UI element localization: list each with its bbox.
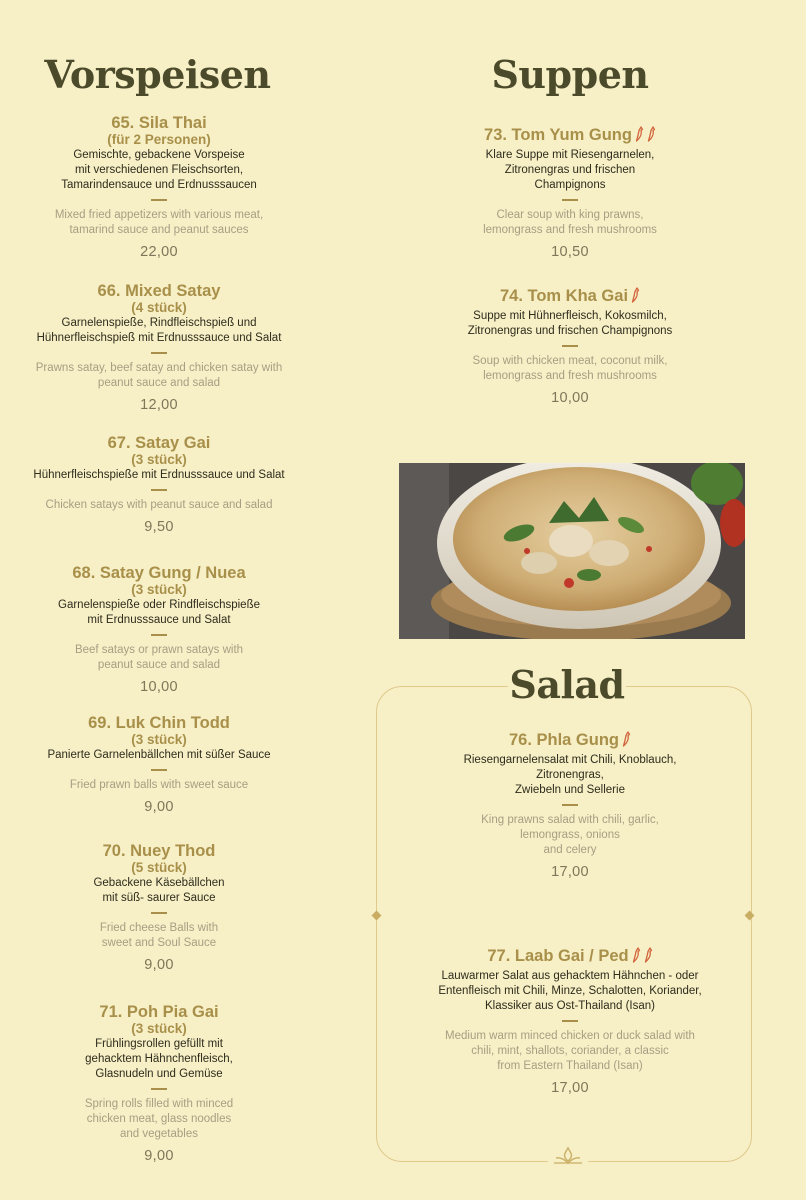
divider-dash — [562, 199, 578, 201]
menu-item — [14, 714, 304, 815]
description-german: Frühlingsrollen gefüllt mit — [95, 1038, 223, 1050]
description-german: Hühnerfleischspieße mit Erdnusssauce und Salat — [33, 469, 285, 481]
item-title — [14, 842, 304, 860]
divider-dash — [151, 352, 167, 354]
item-price: 17,00 — [551, 864, 589, 880]
item-title-text: 66. Mixed Satay — [97, 282, 221, 300]
item-portion: (3 stück) — [131, 452, 187, 467]
description-english: Chicken satays with peanut sauce and salad — [45, 499, 273, 511]
description-german: Champignons — [534, 179, 606, 191]
item-title — [14, 114, 304, 132]
description-english: lemongrass and fresh mushrooms — [483, 224, 657, 236]
item-title — [14, 714, 304, 732]
item-price: 9,00 — [144, 799, 174, 815]
section-title-salad: Salad — [509, 662, 625, 707]
menu-item — [400, 947, 740, 1096]
description-german: Klassiker aus Ost-Thailand (Isan) — [484, 1000, 655, 1012]
item-title-text: 71. Poh Pia Gai — [99, 1003, 219, 1021]
item-title — [420, 287, 720, 305]
description-german: Tamarindensauce und Erdnusssaucen — [61, 179, 257, 191]
description-english: chicken meat, glass noodles — [86, 1113, 232, 1125]
description-german: Zwiebeln und Sellerie — [515, 784, 625, 796]
description-german: Garnelenspieße, Rindfleischspieß und — [61, 317, 257, 329]
chili-icon — [644, 947, 653, 963]
item-title-text: 65. Sila Thai — [111, 114, 207, 132]
item-title — [400, 947, 740, 965]
item-price: 12,00 — [140, 397, 178, 413]
description-english: peanut sauce and salad — [97, 377, 221, 389]
item-title-text: 68. Satay Gung / Nuea — [72, 564, 246, 582]
item-portion: (für 2 Personen) — [107, 132, 211, 147]
menu-item — [14, 282, 304, 413]
description-german: Suppe mit Hühnerfleisch, Kokosmilch, — [473, 310, 667, 322]
description-german: Zitronengras, — [536, 769, 604, 781]
item-title-text: 76. Phla Gung — [508, 731, 620, 749]
description-english: Prawns satay, beef satay and chicken satay with — [35, 362, 283, 374]
description-german: Entenfleisch mit Chili, Minze, Schalotten, Koriander, — [438, 985, 702, 997]
item-title — [420, 126, 720, 144]
lotus-ornament-icon — [552, 1146, 584, 1168]
item-title-text: 67. Satay Gai — [107, 434, 211, 452]
divider-dash — [151, 199, 167, 201]
description-german: mit süß- saurer Sauce — [102, 892, 216, 904]
menu-item — [14, 114, 304, 260]
item-portion: (3 stück) — [131, 732, 187, 747]
item-title — [14, 434, 304, 452]
item-title — [14, 282, 304, 300]
description-english: chili, mint, shallots, coriander, a classic — [471, 1045, 669, 1057]
description-english: Spring rolls filled with minced — [84, 1098, 234, 1110]
chili-icon — [647, 126, 656, 142]
item-price: 17,00 — [551, 1080, 589, 1096]
chili-icon — [622, 731, 631, 747]
tom-kha-soup-photo — [399, 463, 745, 639]
description-german: Glasnudeln und Gemüse — [95, 1068, 223, 1080]
menu-item — [14, 564, 304, 695]
description-english: lemongrass, onions — [520, 829, 620, 841]
item-title-text: 77. Laab Gai / Ped — [487, 947, 629, 965]
menu-item — [14, 842, 304, 973]
item-price: 22,00 — [140, 244, 178, 260]
divider-dash — [562, 804, 578, 806]
divider-dash — [151, 769, 167, 771]
description-english: Clear soup with king prawns, — [496, 209, 644, 221]
chili-icon — [631, 287, 640, 303]
description-german: Garnelenspieße oder Rindfleischspieße — [58, 599, 260, 611]
description-german: Zitronengras und frischen — [504, 164, 636, 176]
divider-dash — [151, 912, 167, 914]
description-german: Gemischte, gebackene Vorspeise — [73, 149, 245, 161]
item-portion: (4 stück) — [131, 300, 187, 315]
item-portion: (3 stück) — [131, 582, 187, 597]
description-german: Hühnerfleischspieß mit Erdnusssauce und Salat — [36, 332, 282, 344]
menu-item — [420, 126, 720, 260]
menu-item — [420, 287, 720, 406]
description-german: Panierte Garnelenbällchen mit süßer Sauce — [47, 749, 271, 761]
chili-icon — [635, 126, 644, 142]
description-english: Fried cheese Balls with — [99, 922, 219, 934]
item-price: 10,00 — [551, 390, 589, 406]
description-english: Fried prawn balls with sweet sauce — [69, 779, 249, 791]
description-german: Gebackene Käsebällchen — [93, 877, 225, 889]
item-title — [400, 731, 740, 749]
item-title-text: 70. Nuey Thod — [102, 842, 216, 860]
item-title-text: 74. Tom Kha Gai — [499, 287, 629, 305]
description-english: Beef satays or prawn satays with — [74, 644, 244, 656]
item-price: 9,00 — [144, 1148, 174, 1164]
description-english: Medium warm minced chicken or duck salad with — [445, 1030, 695, 1042]
description-german: gehacktem Hähnchenfleisch, — [85, 1053, 233, 1065]
description-english: King prawns salad with chili, garlic, — [481, 814, 659, 826]
description-english: Soup with chicken meat, coconut milk, — [472, 355, 668, 367]
divider-dash — [151, 1088, 167, 1090]
description-english: and vegetables — [119, 1128, 198, 1140]
chili-icon — [632, 947, 641, 963]
description-english: sweet and Soul Sauce — [101, 937, 217, 949]
section-title-suppen: Suppen — [491, 52, 649, 97]
section-title-vorspeisen: Vorspeisen — [44, 52, 271, 97]
description-german: Zitronengras und frischen Champignons — [467, 325, 673, 337]
item-portion: (5 stück) — [131, 860, 187, 875]
description-german: mit Erdnusssauce und Salat — [87, 614, 231, 626]
description-english: from Eastern Thailand (Isan) — [497, 1060, 643, 1072]
description-english: peanut sauce and salad — [97, 659, 221, 671]
item-title-text: 73. Tom Yum Gung — [484, 126, 632, 144]
divider-dash — [151, 634, 167, 636]
divider-dash — [562, 345, 578, 347]
description-german: Klare Suppe mit Riesengarnelen, — [485, 149, 655, 161]
item-portion: (3 stück) — [131, 1021, 187, 1036]
menu-item — [400, 731, 740, 880]
divider-dash — [151, 489, 167, 491]
divider-dash — [562, 1020, 578, 1022]
item-price: 9,00 — [144, 957, 174, 973]
description-english: tamarind sauce and peanut sauces — [69, 224, 249, 236]
item-title — [14, 1003, 304, 1021]
item-price: 10,00 — [140, 679, 178, 695]
description-german: Lauwarmer Salat aus gehacktem Hähnchen - oder — [441, 970, 699, 982]
item-title — [14, 564, 304, 582]
description-english: lemongrass and fresh mushrooms — [483, 370, 657, 382]
item-price: 9,50 — [144, 519, 174, 535]
description-german: Riesengarnelensalat mit Chili, Knoblauch, — [463, 754, 677, 766]
item-title-text: 69. Luk Chin Todd — [88, 714, 230, 732]
description-english: and celery — [543, 844, 597, 856]
menu-item — [14, 1003, 304, 1164]
description-german: mit verschiedenen Fleischsorten, — [74, 164, 244, 176]
menu-item — [14, 434, 304, 535]
item-price: 10,50 — [551, 244, 589, 260]
description-english: Mixed fried appetizers with various meat, — [54, 209, 264, 221]
